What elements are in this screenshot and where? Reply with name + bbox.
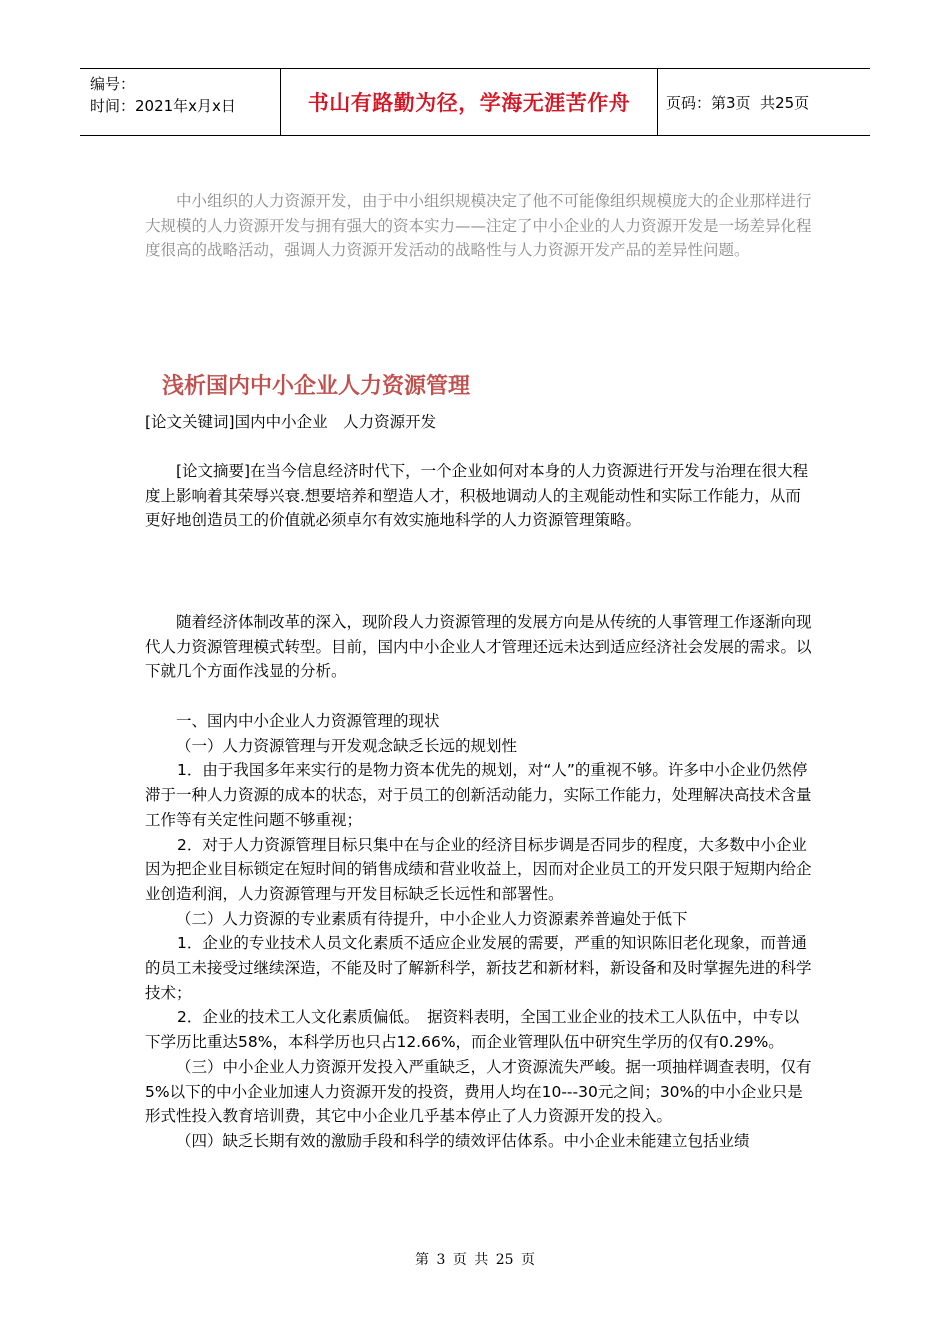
header-page-info: 页码：第3页 共25页 <box>666 93 810 112</box>
header-meta <box>80 69 281 135</box>
abstract-block <box>145 459 813 533</box>
sub1-item2: 2．对于人力资源管理目标只集中在与企业的经济目标步调是否同步的程度，大多数中小企业因为把企业目标锁定在短时间的销售成绩和营业收益上，因而对企业员工的开发只限于短期内给企业创造利润，人力资源管理与开发目标缺乏长远性和部署性。 <box>145 835 812 903</box>
article-keywords: [论文关键词]国内中小企业 人力资源开发 <box>145 413 437 431</box>
page-header <box>80 68 870 136</box>
body-block <box>145 709 813 1154</box>
article-introduction: 随着经济体制改革的深入，现阶段人力资源管理的发展方向是从传统的人事管理工作逐渐向现代人力资源管理模式转型。目前，国内中小企业人才管理还远未达到适应经济社会发展的需求。以下就几个方面作浅显的分析。 <box>145 613 812 681</box>
article-title: 浅析国内中小企业人力资源管理 <box>162 374 471 399</box>
sub2-item1: 1．企业的专业技术人员文化素质不适应企业发展的需要，严重的知识陈旧老化现象，而普通的员工未接受过继续深造，不能及时了解新科学，新技艺和新材料，新设备和及时掌握先进的科学技术； <box>145 934 812 1002</box>
introduction-block <box>145 610 813 684</box>
keywords-block <box>145 410 813 435</box>
sub4-paragraph: （四）缺乏长期有效的激励手段和科学的绩效评估体系。中小企业未能建立包括业绩 <box>176 1131 750 1150</box>
intro-paragraph: 中小组织的人力资源开发，由于中小组织规模决定了他不可能像组织规模庞大的企业那样进行大规模的人力资源开发与拥有强大的资本实力——注定了中小企业的人力资源开发是一场差异化程度很高的战略活动，强调人力资源开发活动的战略性与人力资源开发产品的差异性问题。 <box>145 192 812 260</box>
section1-heading: 一、国内中小企业人力资源管理的现状 <box>176 712 440 730</box>
title-block <box>162 369 830 400</box>
intro-block <box>145 189 813 263</box>
sub1-heading: （一）人力资源管理与开发观念缺乏长远的规划性 <box>176 736 518 755</box>
document-date: 时间：2021年x月x日 <box>90 97 236 115</box>
header-motto-cell <box>281 69 658 135</box>
sub2-item2: 2．企业的技术工人文化素质偏低。 据资料表明，全国工业企业的技术工人队伍中，中专以下学历比重达58%，本科学历也只占12.66%，而企业管理队伍中研究生学历的仅有0.29%。 <box>145 1008 800 1052</box>
sub3-paragraph: （三）中小企业人力资源开发投入严重缺乏，人才资源流失严峻。据一项抽样调查表明，仅有5%以下的中小企业加速人力资源开发的投资，费用人均在10---30元之间；30%的中小企业只是形式性投入教育培训费，其它中小企业几乎基本停止了人力资源开发的投入。 <box>145 1057 812 1126</box>
header-page-cell <box>658 69 870 135</box>
sub2-heading: （二）人力资源的专业素质有待提升，中小企业人力资源素养普遍处于低下 <box>176 909 688 928</box>
document-number-label: 编号： <box>90 75 136 93</box>
header-motto: 书山有路勤为径，学海无涯苦作舟 <box>307 91 631 115</box>
page-footer: 第 3 页 共 25 页 <box>415 1252 535 1268</box>
sub1-item1: 1．由于我国多年来实行的是物力资本优先的规划，对“人”的重视不够。许多中小企业仍然停滞于一种人力资源的成本的状态，对于员工的创新活动能力，实际工作能力，处理解决高技术含量工作等有关定性问题不够重视； <box>145 761 812 829</box>
article-abstract: [论文摘要]在当今信息经济时代下，一个企业如何对本身的人力资源进行开发与治理在很大程度上影响着其荣辱兴衰.想要培养和塑造人才，积极地调动人的主观能动性和实际工作能力，从而更好地创造员工的价值就必须卓尔有效实施地科学的人力资源管理策略。 <box>145 462 809 530</box>
